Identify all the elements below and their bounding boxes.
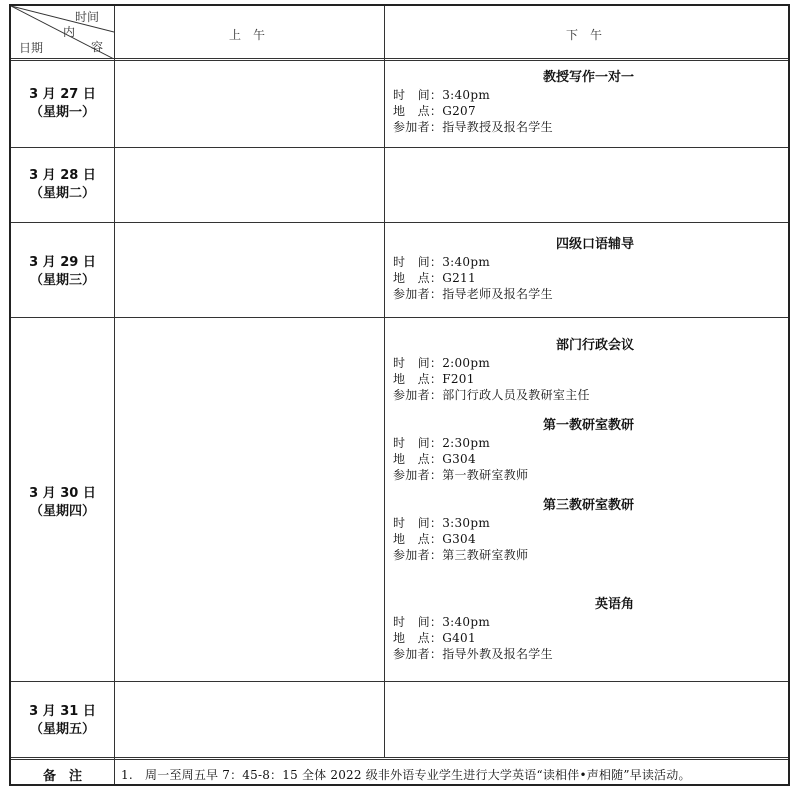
event-place: 地 点：F201 (393, 372, 475, 386)
event-title: 英语角 (594, 597, 634, 612)
event-block (392, 417, 782, 483)
event-time: 时 间：2:30pm (393, 436, 491, 450)
event-block (392, 69, 782, 135)
row-separator (11, 147, 788, 148)
date-text: 3 月 30 日 (29, 486, 96, 501)
date-text: 3 月 28 日 (29, 168, 96, 183)
date-cell-mar31 (11, 703, 114, 739)
corner-time-label: 时间 (75, 10, 100, 24)
event-title: 教授写作一对一 (542, 70, 634, 85)
event-place: 地 点：G304 (393, 452, 476, 466)
weekday-text: （星期二） (29, 186, 95, 201)
event-attendees: 参加者：部门行政人员及教研室主任 (393, 388, 590, 402)
schedule-table (9, 4, 790, 786)
row-separator (11, 222, 788, 223)
date-cell-mar30 (11, 485, 114, 521)
weekday-text: （星期一） (29, 105, 95, 120)
corner-content-label-2: 容 (91, 40, 104, 54)
event-time: 时 间：3:40pm (393, 88, 491, 102)
event-attendees: 参加者：指导外教及报名学生 (393, 647, 553, 661)
event-attendees: 参加者：指导老师及报名学生 (393, 287, 553, 301)
column-divider-morning (384, 6, 385, 758)
event-title: 第三教研室教研 (542, 498, 634, 513)
header-separator (11, 58, 788, 61)
event-title: 部门行政会议 (555, 338, 634, 353)
weekday-text: （星期三） (29, 273, 95, 288)
column-divider-date (114, 6, 115, 784)
weekday-text: （星期四） (29, 504, 95, 519)
event-title: 四级口语辅导 (555, 237, 634, 252)
date-cell-mar27 (11, 86, 114, 122)
event-time: 时 间：3:40pm (393, 255, 491, 269)
corner-date-label: 日期 (19, 41, 44, 55)
corner-content-label-1: 内 (63, 25, 76, 39)
event-place: 地 点：G211 (393, 271, 476, 285)
remarks-text: 1. 周一至周五早 7：45-8：15 全体 2022 级非外语专业学生进行大学英语“读相伴•声相随”早读活动。 (121, 768, 691, 782)
event-place: 地 点：G207 (393, 104, 476, 118)
event-block (392, 596, 782, 662)
morning-header: 上 午 (229, 28, 266, 42)
event-attendees: 参加者：第一教研室教师 (393, 468, 529, 482)
date-text: 3 月 31 日 (29, 704, 96, 719)
row-separator (11, 317, 788, 318)
event-attendees: 参加者：第三教研室教师 (393, 548, 529, 562)
afternoon-header: 下 午 (566, 28, 603, 42)
date-text: 3 月 27 日 (29, 87, 96, 102)
event-attendees: 参加者：指导教授及报名学生 (393, 120, 553, 134)
event-block (392, 497, 782, 563)
event-place: 地 点：G304 (393, 532, 476, 546)
event-time: 时 间：3:30pm (393, 516, 491, 530)
event-title: 第一教研室教研 (542, 418, 634, 433)
date-text: 3 月 29 日 (29, 255, 96, 270)
event-block (392, 337, 782, 403)
event-time: 时 间：2:00pm (393, 356, 491, 370)
date-cell-mar28 (11, 167, 114, 203)
remarks-label: 备 注 (42, 769, 82, 784)
remarks-separator (11, 757, 788, 760)
weekday-text: （星期五） (29, 722, 95, 737)
event-place: 地 点：G401 (393, 631, 476, 645)
date-cell-mar29 (11, 254, 114, 290)
row-separator (11, 681, 788, 682)
event-time: 时 间：3:40pm (393, 615, 491, 629)
event-block (392, 236, 782, 302)
